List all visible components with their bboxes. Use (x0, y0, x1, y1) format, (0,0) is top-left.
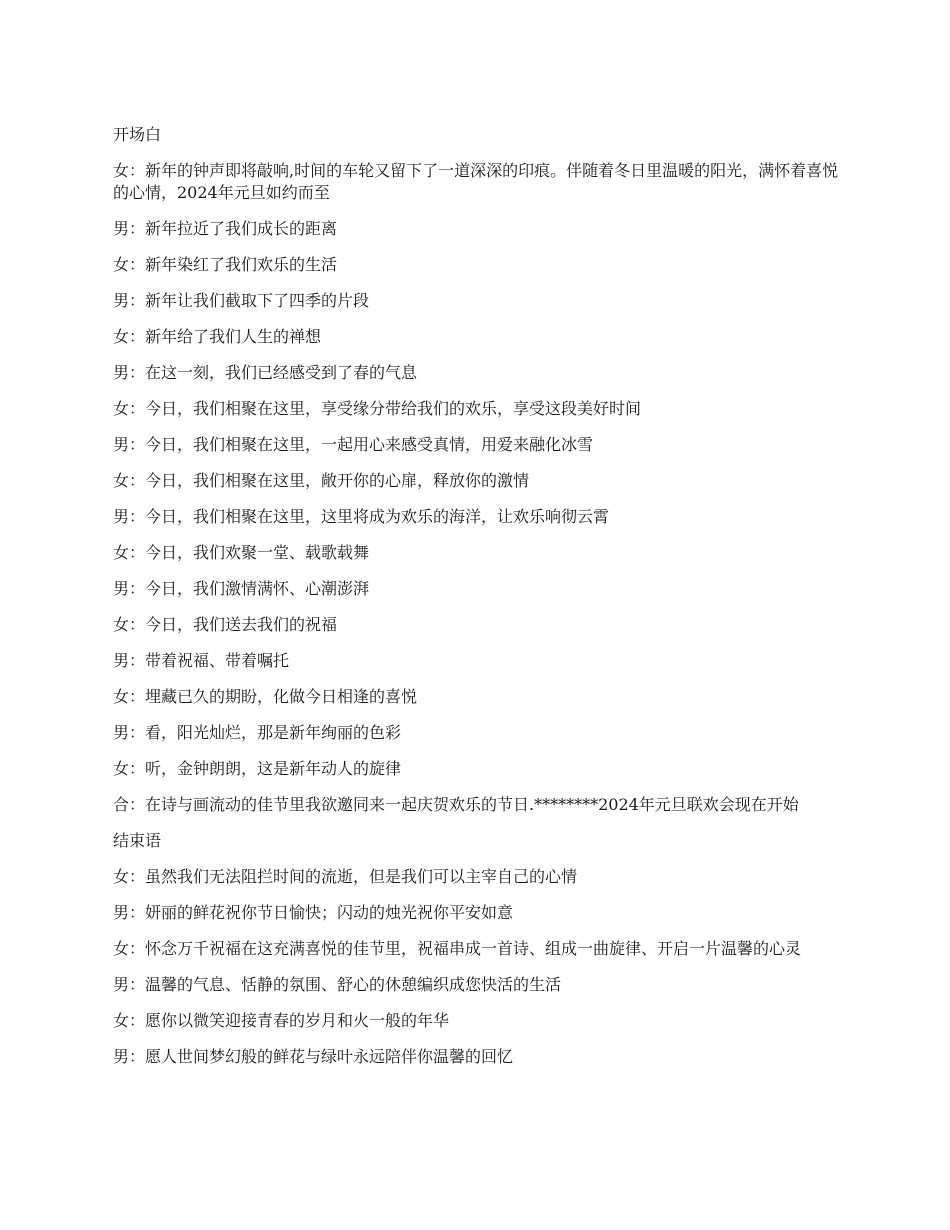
dialogue-line: 女：新年给了我们人生的禅想 (113, 327, 322, 346)
dialogue-line: 女：今日，我们欢聚一堂、载歌载舞 (113, 543, 370, 562)
dialogue-line: 女：今日，我们相聚在这里，享受缘分带给我们的欢乐，享受这段美好时间 (113, 399, 642, 418)
dialogue-line: 男：温馨的气息、恬静的氛围、舒心的休憩编织成您快活的生活 (113, 975, 562, 994)
dialogue-line: 男：新年让我们截取下了四季的片段 (113, 291, 370, 310)
section-heading-opening: 开场白 (113, 125, 162, 144)
section-heading-closing: 结束语 (113, 831, 162, 850)
dialogue-line: 女：愿你以微笑迎接青春的岁月和火一般的年华 (113, 1011, 450, 1030)
dialogue-line: 女：今日，我们送去我们的祝福 (113, 615, 338, 634)
dialogue-line: 男：在这一刻，我们已经感受到了春的气息 (113, 363, 418, 382)
dialogue-line: 男：新年拉近了我们成长的距离 (113, 219, 338, 238)
dialogue-line: 女：新年的钟声即将敲响,时间的车轮又留下了一道深深的印痕。伴随着冬日里温暖的阳光，满怀着喜悦的心情，2024年元旦如约而至 (113, 161, 839, 202)
dialogue-line: 男：妍丽的鲜花祝你节日愉快；闪动的烛光祝你平安如意 (113, 903, 514, 922)
dialogue-line: 女：怀念万千祝福在这充满喜悦的佳节里，祝福串成一首诗、组成一曲旋律、开启一片温馨的心灵 (113, 939, 802, 958)
dialogue-line: 女：埋藏已久的期盼，化做今日相逢的喜悦 (113, 687, 418, 706)
dialogue-line: 男：今日，我们相聚在这里，这里将成为欢乐的海洋，让欢乐响彻云霄 (113, 507, 610, 526)
dialogue-line: 女：今日，我们相聚在这里，敞开你的心扉，释放你的激情 (113, 471, 530, 490)
dialogue-line: 男：今日，我们相聚在这里，一起用心来感受真情，用爱来融化冰雪 (113, 435, 594, 454)
dialogue-line: 女：听，金钟朗朗，这是新年动人的旋律 (113, 759, 402, 778)
document-body (113, 124, 843, 1082)
dialogue-line: 女：虽然我们无法阻拦时间的流逝，但是我们可以主宰自己的心情 (113, 867, 578, 886)
dialogue-line: 男：愿人世间梦幻般的鲜花与绿叶永远陪伴你温馨的回忆 (113, 1047, 514, 1066)
dialogue-line: 女：新年染红了我们欢乐的生活 (113, 255, 338, 274)
dialogue-line: 男：带着祝福、带着嘱托 (113, 651, 290, 670)
dialogue-line: 男：今日，我们激情满怀、心潮澎湃 (113, 579, 370, 598)
dialogue-line: 男：看，阳光灿烂，那是新年绚丽的色彩 (113, 723, 402, 742)
dialogue-line: 合：在诗与画流动的佳节里我欲邀同来一起庆贺欢乐的节日.********2024年元旦联欢会现在开始 (113, 795, 799, 814)
